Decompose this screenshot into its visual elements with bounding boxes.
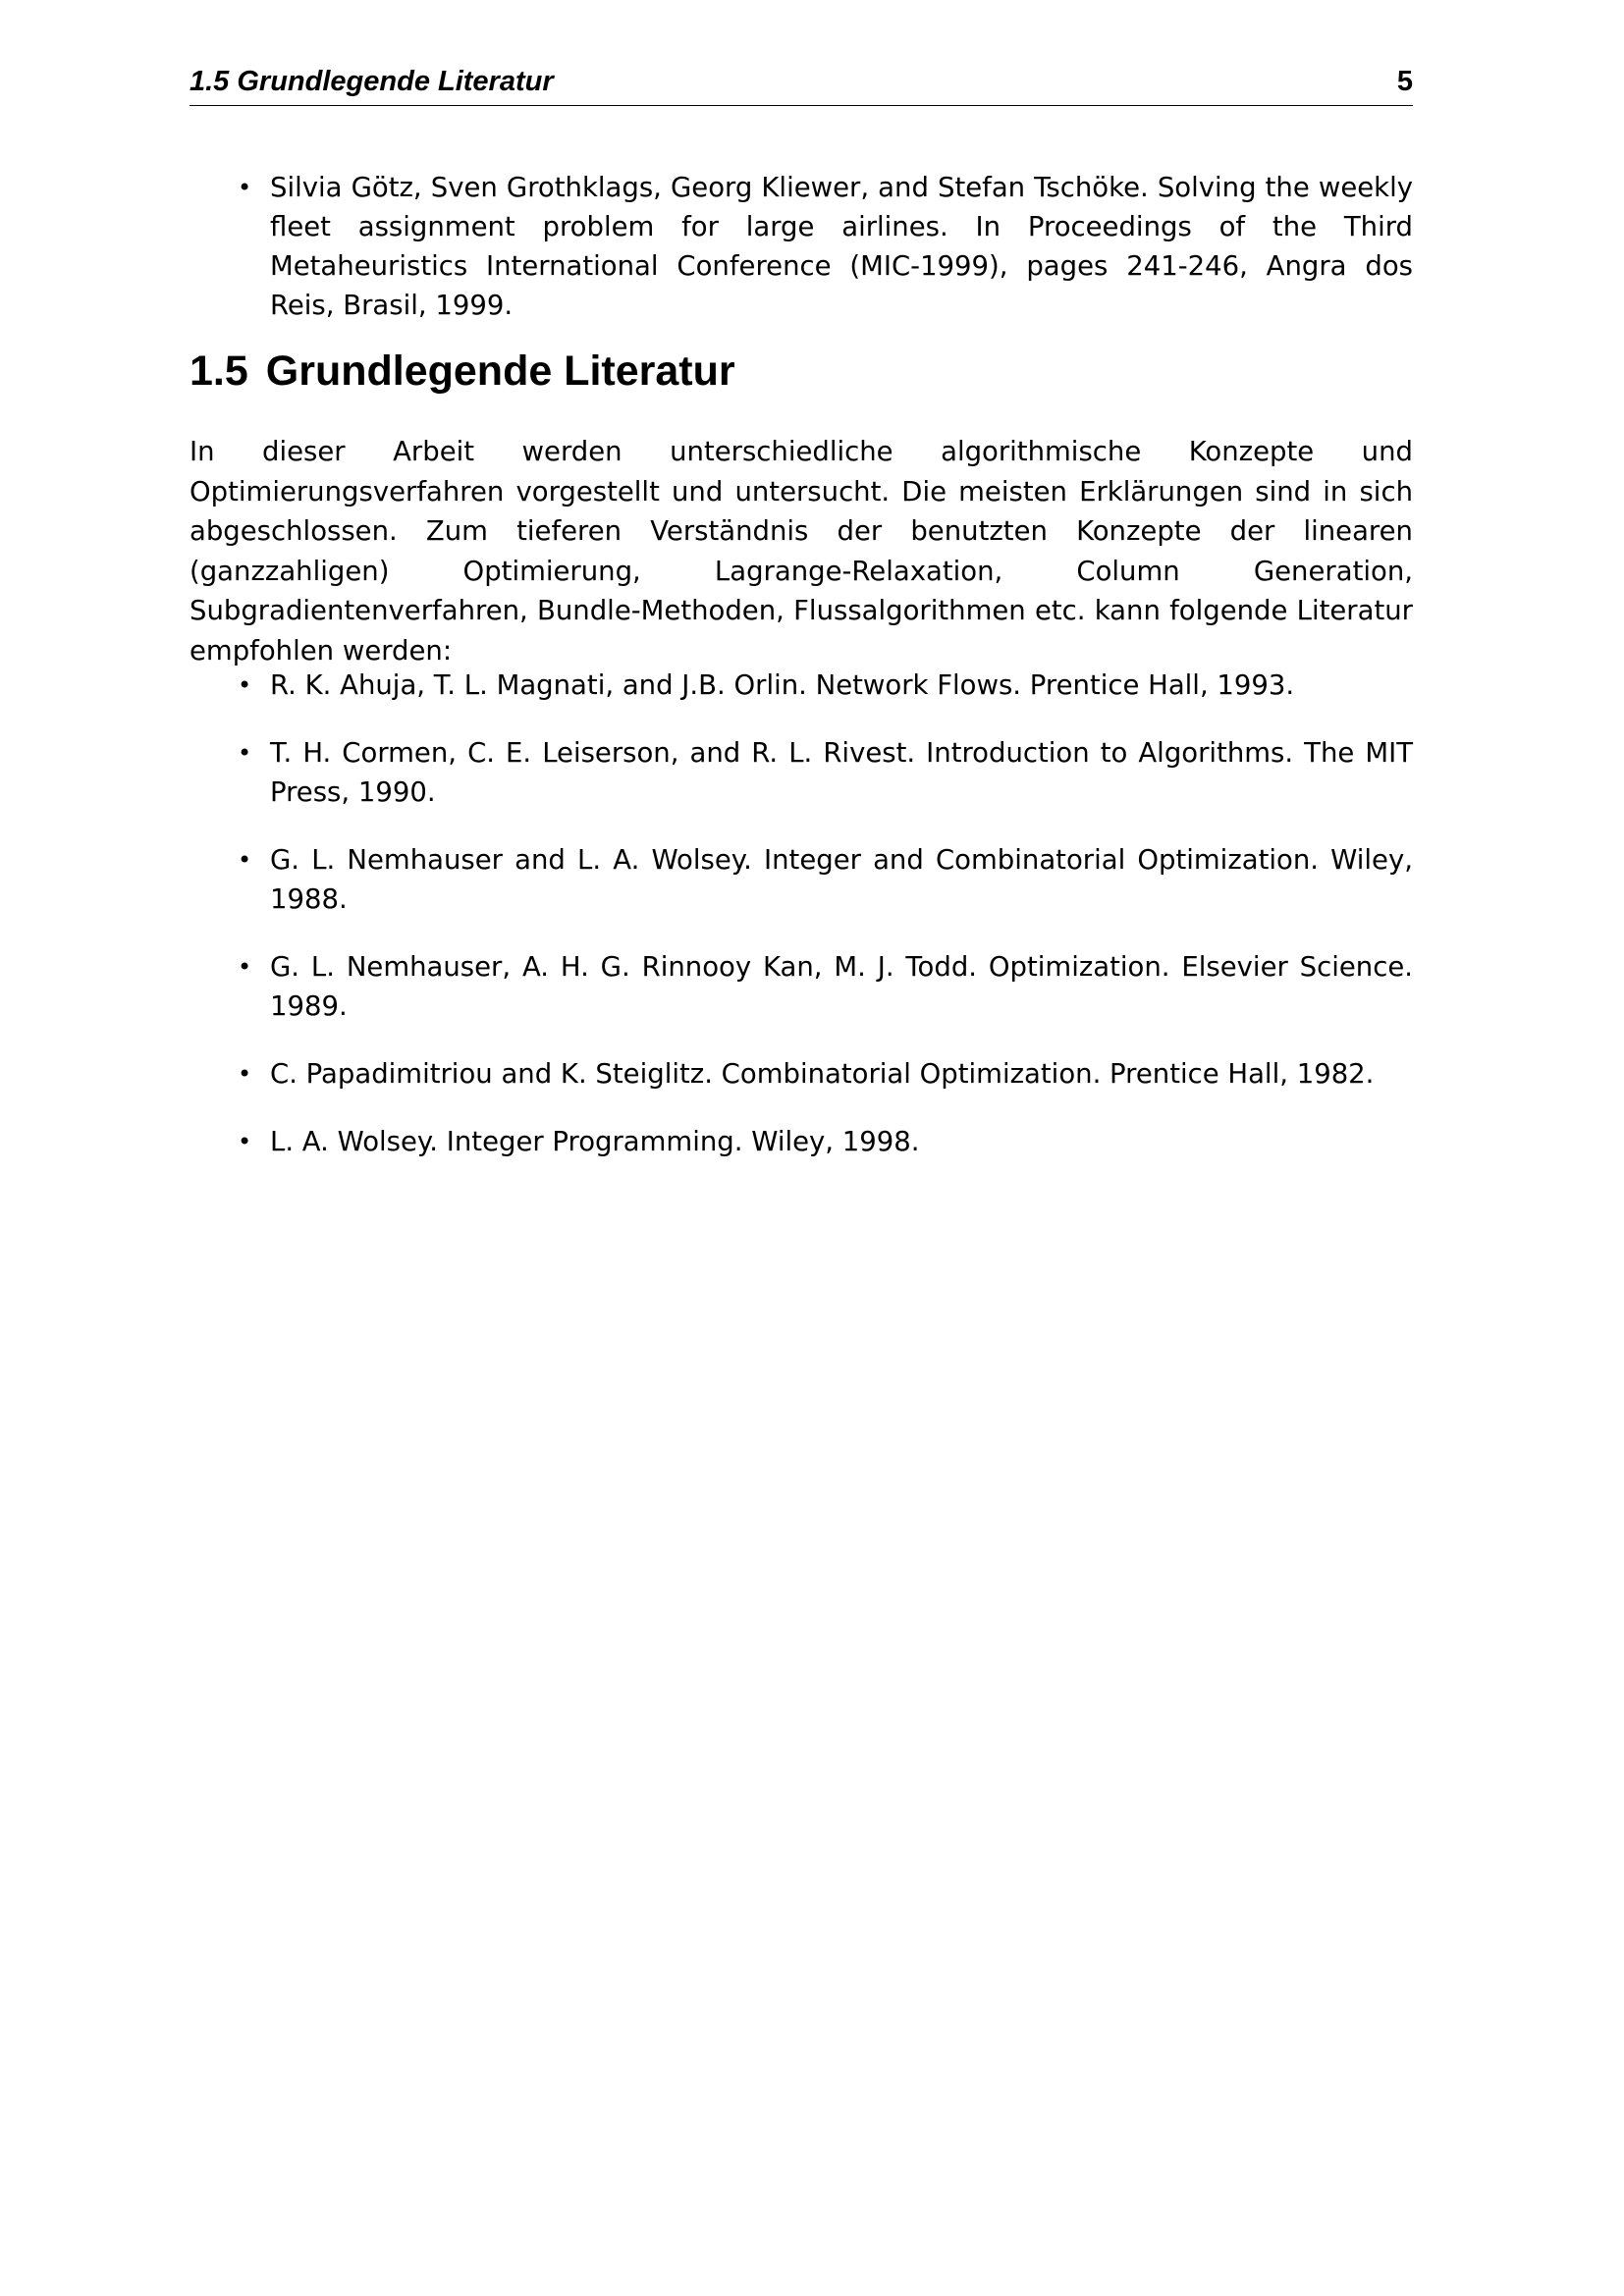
page-number: 5 <box>1396 66 1413 97</box>
bullet-icon: • <box>238 174 252 201</box>
literature-item <box>189 666 1413 705</box>
literature-list <box>189 666 1413 1190</box>
literature-item <box>189 947 1413 1026</box>
literature-text: L. A. Wolsey. Integer Programming. Wiley, 1998. <box>270 1126 920 1157</box>
reference-text: Silvia Götz, Sven Grothklags, Georg Kliewer, and Stefan Tschöke. Solving the weekly fleet assignment problem for large airlines. In Proceedings of the Third Metaheuristics International Conference (MIC-1999), pages 241-246, Angra dos Reis, Brasil, 1999. <box>270 172 1413 321</box>
literature-text: G. L. Nemhauser and L. A. Wolsey. Integer and Combinatorial Optimization. Wiley, 1988. <box>270 844 1413 915</box>
literature-item <box>189 840 1413 919</box>
literature-item <box>189 733 1413 812</box>
bullet-icon: • <box>238 671 252 699</box>
bullet-icon: • <box>238 1060 252 1088</box>
intro-paragraph: In dieser Arbeit werden unterschiedliche algorithmische Konzepte und Optimierungsverfahren vorgestellt und untersucht. Die meisten Erklärungen sind in sich abgeschlossen. Zum tieferen Verständnis der benutzten Konzepte der linearen (ganzzahligen) Optimierung, Lagrange-Relaxation, Column Generation, Subgradientenverfahren, Bundle-Methoden, Flussalgorithmen etc. kann folgende Literatur empfohlen werden: <box>189 436 1413 667</box>
section-heading <box>189 344 735 399</box>
bullet-icon: • <box>238 846 252 874</box>
literature-item <box>189 1122 1413 1161</box>
literature-item <box>189 1054 1413 1094</box>
literature-text: R. K. Ahuja, T. L. Magnati, and J.B. Orlin. Network Flows. Prentice Hall, 1993. <box>270 669 1295 701</box>
section-number: 1.5 <box>189 347 248 395</box>
bullet-icon: • <box>238 1128 252 1155</box>
running-header <box>189 64 1413 106</box>
literature-text: C. Papadimitriou and K. Steiglitz. Combinatorial Optimization. Prentice Hall, 1982. <box>270 1058 1375 1090</box>
literature-text: G. L. Nemhauser, A. H. G. Rinnooy Kan, M. J. Todd. Optimization. Elsevier Science. 1989. <box>270 951 1413 1022</box>
reference-item <box>189 168 1413 325</box>
literature-text: T. H. Cormen, C. E. Leiserson, and R. L. Rivest. Introduction to Algorithms. The MIT Press, 1990. <box>270 737 1413 808</box>
bullet-icon: • <box>238 739 252 767</box>
previous-reference-list <box>189 168 1413 352</box>
running-header-title: 1.5 Grundlegende Literatur <box>189 66 554 97</box>
bullet-icon: • <box>238 953 252 981</box>
section-title: Grundlegende Literatur <box>265 347 735 395</box>
